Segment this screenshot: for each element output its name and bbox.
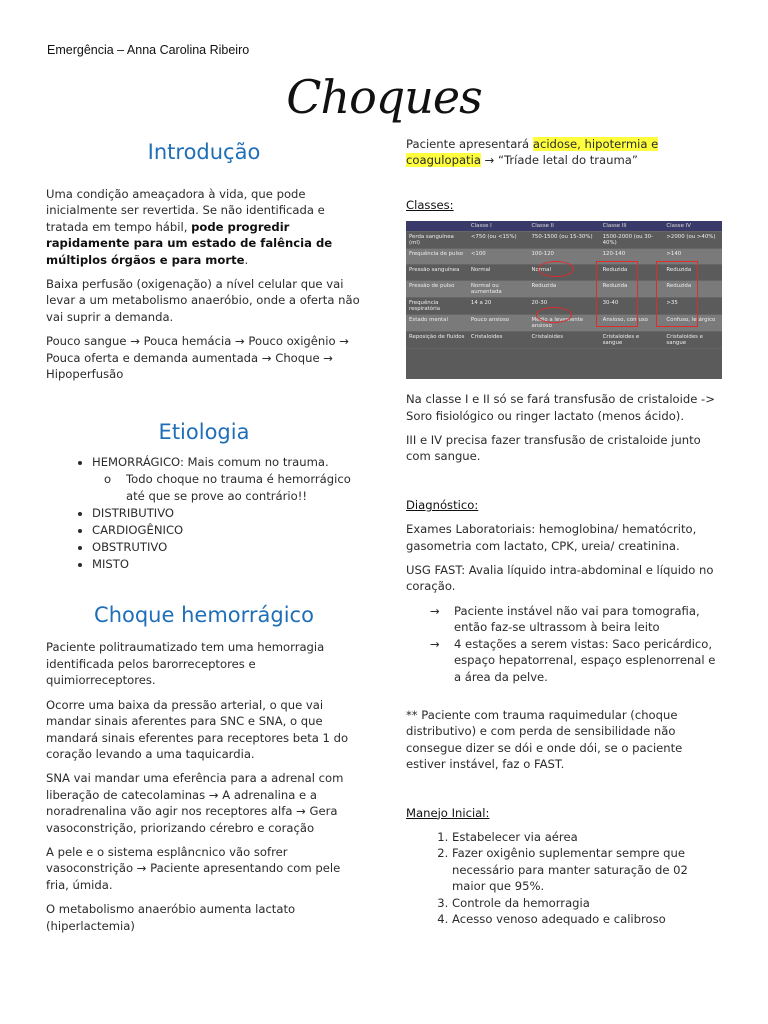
intro-heading: Introdução xyxy=(147,140,261,164)
list-item: 3. Controle da hemorragia xyxy=(452,895,722,911)
diagnostico-label: Diagnóstico: xyxy=(406,497,479,512)
table-cell: 14 a 20 xyxy=(468,298,529,315)
triad-paragraph: Paciente apresentará acidose, hipotermia e coagulopatia → “Tríade letal do trauma” xyxy=(406,137,659,168)
table-header-cell: Classe II xyxy=(528,221,599,232)
list-item: • HEMORRÁGICO: Mais comum no trauma. o Todo choque no trauma é hemorrágico até que se prove ao contrário!! xyxy=(92,454,362,505)
table-cell: Normal xyxy=(468,265,529,281)
table-cell: Pressão sanguínea xyxy=(406,265,468,281)
table-cell: Pouco ansioso xyxy=(468,315,529,332)
diag-list xyxy=(406,603,722,685)
table-cell: Reduzida xyxy=(528,281,599,298)
table-cell: Reduzida xyxy=(663,265,722,281)
table-header-cell: Classe IV xyxy=(663,221,722,232)
table-row xyxy=(406,232,722,249)
table-cell: Perda sanguínea (ml) xyxy=(406,232,468,249)
list-item: o Todo choque no trauma é hemorrágico até que se prove ao contrário!! xyxy=(126,471,362,505)
intro-paragraph-2: Baixa perfusão (oxigenação) a nível celular que vai levar a um metabolismo anaeróbio, onde a oferta não vai suprir a demanda. xyxy=(46,277,360,324)
left-column xyxy=(46,140,362,942)
hem-paragraph-5: O metabolismo anaeróbio aumenta lactato (hiperlactemia) xyxy=(46,902,296,933)
hem-paragraph-3: SNA vai mandar uma eferência para a adrenal com liberação de catecolaminas → A adrenalina e a noradrenalina vão agir nos receptores alfa → Gera vasoconstrição, priorizando cérebro e coração xyxy=(46,771,344,835)
classes-table-image xyxy=(406,221,722,379)
table-header-cell: Classe III xyxy=(600,221,664,232)
list-item: → 4 estações a serem vistas: Saco pericárdico, espaço hepatorrenal, espaço esplenorrenal e a área da pelve. xyxy=(454,636,722,685)
table-cell: >140 xyxy=(663,249,722,265)
list-item: • DISTRIBUTIVO xyxy=(92,505,362,522)
table-cell: 100-120 xyxy=(528,249,599,265)
table-cell: >35 xyxy=(663,298,722,315)
table-cell: Médio a levemente ansioso xyxy=(528,315,599,332)
list-item: 1. Estabelecer via aérea xyxy=(452,829,722,845)
table-cell: Frequência respiratória xyxy=(406,298,468,315)
table-cell: Reduzida xyxy=(600,281,664,298)
list-item: • OBSTRUTIVO xyxy=(92,539,362,556)
classes-label: Classes: xyxy=(406,197,454,212)
hem-paragraph-4: A pele e o sistema esplâncnico vão sofrer vasoconstrição → Paciente apresentando com pele fria, úmida. xyxy=(46,844,341,892)
table-cell: Reduzida xyxy=(600,265,664,281)
diag-note: ** Paciente com trauma raquimedular (choque distributivo) e com perda de sensibilidade não consegue dizer se dói e onde dói, se o paciente estiver instável, faz o FAST. xyxy=(406,707,683,772)
table-cell: Cristaloides e sangue xyxy=(600,332,664,349)
table-cell: 120-140 xyxy=(600,249,664,265)
table-cell: <100 xyxy=(468,249,529,265)
manejo-label: Manejo Inicial: xyxy=(406,805,490,820)
table-cell: Estado mental xyxy=(406,315,468,332)
list-item: → Paciente instável não vai para tomografia, então faz-se ultrassom à beira leito xyxy=(454,603,722,636)
hem-paragraph-1: Paciente politraumatizado tem uma hemorragia identificada pelos barorreceptores e quimiorreceptores. xyxy=(46,640,325,688)
table-cell: Cristaloides xyxy=(468,332,529,349)
table-cell: Cristaloides e sangue xyxy=(663,332,722,349)
table-cell: Pressão de pulso xyxy=(406,281,468,298)
page-title: Choques xyxy=(286,70,482,124)
document-header: Emergência – Anna Carolina Ribeiro xyxy=(47,43,250,57)
diag-paragraph-1: Exames Laboratoriais: hemoglobina/ hematócrito, gasometria com lactato, CPK, ureia/ creatinina. xyxy=(406,522,697,553)
table-cell: Frequência de pulso xyxy=(406,249,468,265)
manejo-list xyxy=(406,829,722,927)
annotation-box xyxy=(596,261,638,327)
list-item: 4. Acesso venoso adequado e calibroso xyxy=(452,911,722,927)
classes-paragraph-2: III e IV precisa fazer transfusão de cristaloide junto com sangue. xyxy=(406,433,701,464)
table-cell: 20-30 xyxy=(528,298,599,315)
table-cell: Reposição de fluidos xyxy=(406,332,468,349)
list-item: 2. Fazer oxigênio suplementar sempre que necessário para manter saturação de 02 maior que 95%. xyxy=(452,845,722,894)
table-header-cell xyxy=(406,221,468,232)
annotation-box xyxy=(656,261,698,327)
intro-paragraph-1: Uma condição ameaçadora à vida, que pode inicialmente ser revertida. Se não identificada e tratada em tempo hábil, pode progredir rapidamente para um estado de falência de múltiplos órgãos e para morte. xyxy=(46,187,333,267)
etiologia-heading: Etiologia xyxy=(158,420,250,445)
table-cell: Confuso, letárgico xyxy=(663,315,722,332)
table-header-cell: Classe I xyxy=(468,221,529,232)
table-cell: >2000 (ou >40%) xyxy=(663,232,722,249)
hemorragico-heading: Choque hemorrágico xyxy=(94,603,314,628)
table-cell: 1500-2000 (ou 30-40%) xyxy=(600,232,664,249)
list-item: • CARDIOGÊNICO xyxy=(92,522,362,539)
list-item: • MISTO xyxy=(92,556,362,573)
table-row xyxy=(406,332,722,349)
table-cell: 750-1500 (ou 15-30%) xyxy=(528,232,599,249)
classes-paragraph-1: Na classe I e II só se fará transfusão de cristaloide -> Soro fisiológico ou ringer lactato (menos ácido). xyxy=(406,392,715,423)
table-cell: 30-40 xyxy=(600,298,664,315)
table-cell: Cristaloides xyxy=(528,332,599,349)
right-column xyxy=(406,136,722,927)
diag-paragraph-2: USG FAST: Avalia líquido intra-abdominal e líquido no coração. xyxy=(406,563,714,594)
table-cell: Reduzida xyxy=(663,281,722,298)
table-cell: Ansioso, confuso xyxy=(600,315,664,332)
intro-paragraph-3: Pouco sangue → Pouca hemácia → Pouco oxigênio → Pouca oferta e demanda aumentada → Choque → Hipoperfusão xyxy=(46,334,349,382)
table-cell: Normal ou aumentada xyxy=(468,281,529,298)
etiologia-list xyxy=(46,454,362,573)
hem-paragraph-2: Ocorre uma baixa da pressão arterial, o que vai mandar sinais aferentes para SNC e SNA, o que mandará sinais eferentes para receptores beta 1 do coração levando a uma taquicardia. xyxy=(46,697,349,761)
table-cell: Normal xyxy=(528,265,599,281)
table-cell: <750 (ou <15%) xyxy=(468,232,529,249)
